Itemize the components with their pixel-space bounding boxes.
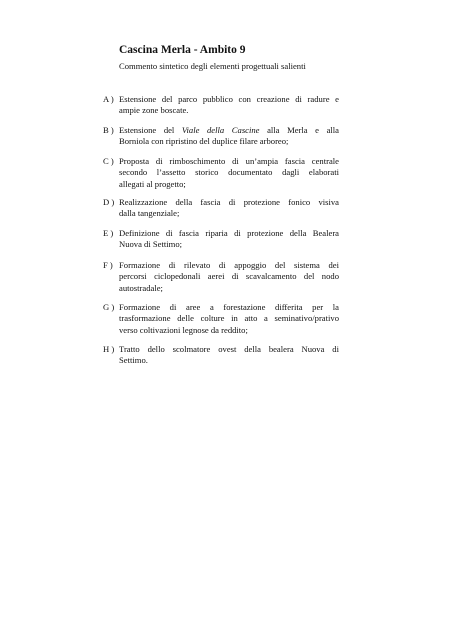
italic-text-run: Viale della Cascine bbox=[181, 125, 260, 135]
list-item-text-line: autostradale; bbox=[119, 282, 163, 293]
list-item-g bbox=[103, 302, 339, 336]
list-item-c bbox=[103, 156, 339, 190]
list-item-d bbox=[103, 197, 339, 220]
list-marker: G ) bbox=[103, 302, 115, 312]
list-item-text-line: Realizzazione della fascia di protezione fonico visiva bbox=[119, 197, 339, 207]
list-marker: B ) bbox=[103, 125, 114, 135]
list-marker: C ) bbox=[103, 156, 114, 166]
text-run: alla Merla e alla bbox=[259, 125, 339, 135]
list-item-text-line: ampie zone boscate. bbox=[119, 105, 189, 116]
list-marker: E ) bbox=[103, 228, 114, 238]
list-marker: F ) bbox=[103, 260, 113, 270]
list-item-text-line: Formazione di aree a forestazione differita per la bbox=[119, 302, 339, 312]
list-item-f bbox=[103, 260, 339, 294]
list-item-text-line: Formazione di rilevato di appoggio del sistema dei bbox=[119, 260, 339, 270]
list-item-text-line: Proposta di rimboschimento di un’ampia fascia centrale bbox=[119, 156, 339, 166]
list-marker: H ) bbox=[103, 344, 115, 354]
list-item-text-line: dalla tangenziale; bbox=[119, 208, 180, 219]
list-item-text-line: Nuova di Settimo; bbox=[119, 239, 183, 250]
page-subtitle: Commento sintetico degli elementi progettuali salienti bbox=[119, 61, 306, 71]
list-item-b bbox=[103, 125, 339, 148]
list-item-text-line: Definizione di fascia riparia di protezione della Bealera bbox=[119, 228, 339, 238]
list-item-a bbox=[103, 94, 339, 117]
list-item-text-line: percorsi ciclopedonali aerei di scavalcamento del nodo bbox=[119, 271, 339, 282]
list-marker: D ) bbox=[103, 197, 115, 207]
list-item-text-line bbox=[119, 125, 339, 136]
list-marker: A ) bbox=[103, 94, 114, 104]
list-item-text-line: Estensione del parco pubblico con creazione di radure e bbox=[119, 94, 339, 104]
page-title: Cascina Merla - Ambito 9 bbox=[119, 44, 246, 56]
list-item-text-line: verso coltivazioni legnose da reddito; bbox=[119, 324, 248, 335]
list-item-text-line: Tratto dello scolmatore ovest della bealera Nuova di bbox=[119, 344, 339, 354]
list-item-text-line: trasformazione delle colture in atto a seminativo/prativo bbox=[119, 313, 339, 324]
list-item-text-line: allegati al progetto; bbox=[119, 178, 186, 189]
list-item-e bbox=[103, 228, 339, 251]
text-run: Estensione del bbox=[119, 125, 182, 135]
list-item-text-line: Settimo. bbox=[119, 355, 148, 366]
list-item-text-line: secondo l’assetto storico documentato dagli elaborati bbox=[119, 167, 339, 178]
list-item-text-line: Borniola con ripristino del duplice filare arboreo; bbox=[119, 136, 289, 147]
list-item-h bbox=[103, 344, 339, 367]
